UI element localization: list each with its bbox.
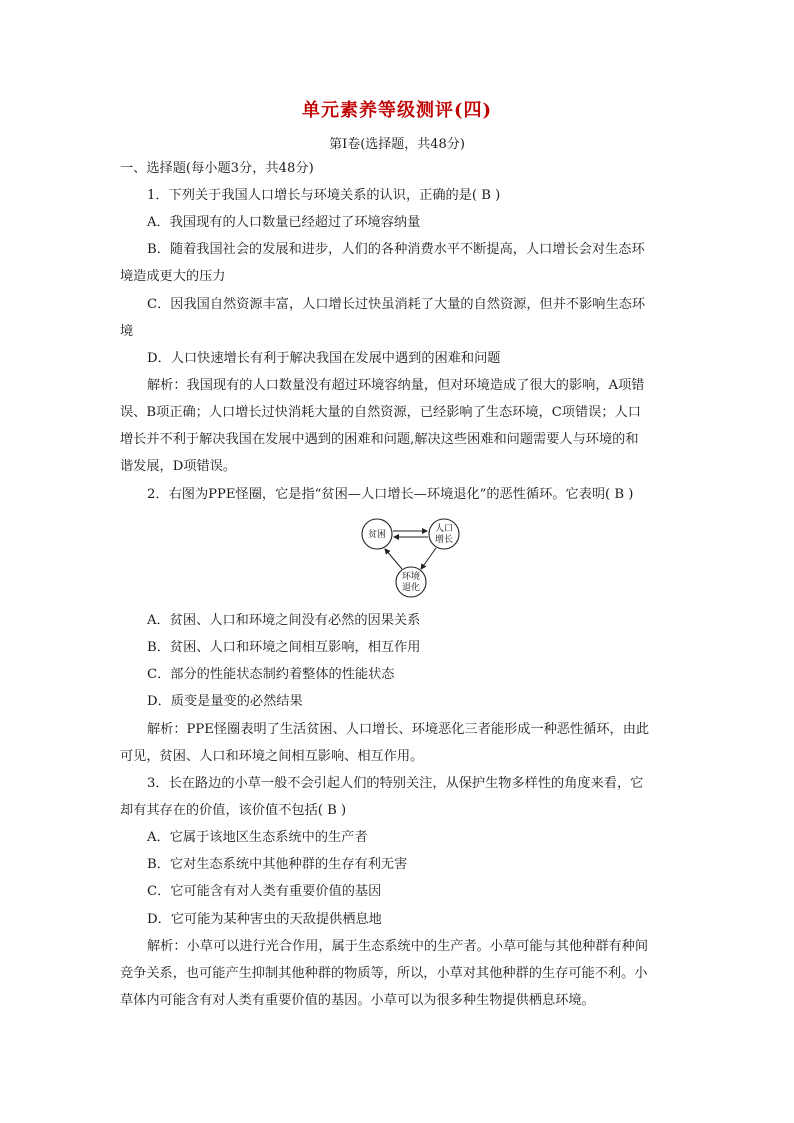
node-population-label: 人口 <box>434 524 454 534</box>
q1-option-b-cont: 境造成更大的压力 <box>120 269 226 284</box>
q3-option-d: D．它可能为某种害虫的天敌提供栖息地 <box>147 912 382 927</box>
page-title: 单元素养等级测评(四) <box>301 100 493 121</box>
q3-stem-cont: 却有其存在的价值，该价值不包括( B ) <box>120 803 347 818</box>
q2-stem: 2．右图为PPE怪圈，它是指“贫困—人口增长—环境退化”的恶性循环。它表明( B ) <box>147 487 634 502</box>
q1-option-a: A．我国现有的人口数量已经超过了环境容纳量 <box>147 215 421 230</box>
q1-explanation-cont: 误、B项正确；人口增长过快消耗大量的自然资源，已经影响了生态环境，C项错误；人口 <box>120 405 641 420</box>
q2-explanation: 解析：PPE怪圈表明了生活贫困、人口增长、环境恶化三者能形成一种恶性循环，由此 <box>147 722 650 737</box>
node-population-label: 增长 <box>434 535 454 545</box>
q3-explanation-cont: 竞争关系，也可能产生抑制其他种群的物质等，所以，小草对其他种群的生存可能不利。小 <box>120 966 648 981</box>
q3-option-a: A．它属于该地区生态系统中的生产者 <box>147 830 368 845</box>
q3-explanation-cont: 草体内可能含有对人类有重要价值的基因。小草可以为很多种生物提供栖息环境。 <box>120 993 595 1008</box>
q1-option-c-cont: 境 <box>120 324 134 339</box>
node-environment-label: 环境 <box>401 572 421 582</box>
q2-option-b: B．贫困、人口和环境之间相互影响，相互作用 <box>147 640 421 655</box>
arrow-environment-to-poverty <box>385 549 402 569</box>
q1-explanation-cont: 谐发展，D项错误。 <box>120 459 237 474</box>
q2-option-d: D．质变是量变的必然结果 <box>147 694 303 709</box>
q1-option-b: B．随着我国社会的发展和进步，人们的各种消费水平不断提高，人口增长会对生态环 <box>147 242 645 257</box>
node-poverty-label: 贫困 <box>367 530 387 540</box>
ppe-cycle-diagram <box>358 515 468 600</box>
q3-option-b: B．它对生态系统中其他种群的生存有利无害 <box>147 857 408 872</box>
q2-explanation-cont: 可见，贫困、人口和环境之间相互影响、相互作用。 <box>120 749 424 764</box>
arrow-population-to-environment <box>421 548 436 569</box>
part-header: 一、选择题(每小题3分，共48分) <box>120 161 314 176</box>
q2-option-a: A．贫困、人口和环境之间没有必然的因果关系 <box>147 613 421 628</box>
q1-stem: 1．下列关于我国人口增长与环境关系的认识，正确的是( B ) <box>147 188 501 203</box>
q2-option-c: C．部分的性能状态制约着整体的性能状态 <box>147 667 395 682</box>
q3-stem: 3．长在路边的小草一般不会引起人们的特别关注，从保护生物多样性的角度来看，它 <box>147 776 644 791</box>
q3-option-c: C．它可能含有对人类有重要价值的基因 <box>147 884 382 899</box>
section-heading: 第Ⅰ卷(选择题，共48分) <box>329 137 465 152</box>
q1-option-d: D．人口快速增长有利于解决我国在发展中遇到的困难和问题 <box>147 351 501 366</box>
q1-explanation: 解析：我国现有的人口数量没有超过环境容纳量，但对环境造成了很大的影响，A项错 <box>147 378 645 393</box>
node-environment-label: 退化 <box>401 583 421 593</box>
q3-explanation: 解析：小草可以进行光合作用，属于生态系统中的生产者。小草可能与其他种群有种间 <box>147 939 649 954</box>
q1-option-c: C．因我国自然资源丰富，人口增长过快虽消耗了大量的自然资源，但并不影响生态环 <box>147 297 646 312</box>
q1-explanation-cont: 增长并不利于解决我国在发展中遇到的困难和问题,解决这些困难和问题需要人与环境的和 <box>120 432 639 447</box>
